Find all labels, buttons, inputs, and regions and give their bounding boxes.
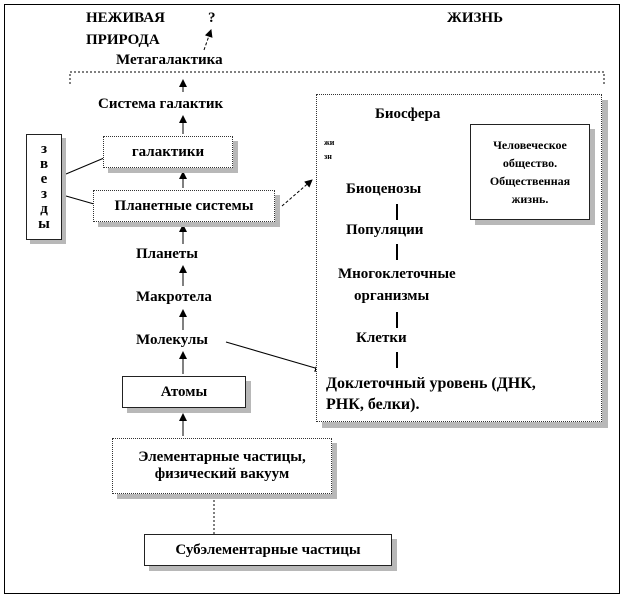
society-box xyxy=(470,124,590,220)
populations-label: Популяции xyxy=(346,222,424,238)
multicellular-line2: организмы xyxy=(354,288,430,304)
header-nonliving-line1: НЕЖИВАЯ xyxy=(86,10,165,26)
stars-letter-5: д xyxy=(40,201,48,217)
planetary-systems-label: Планетные системы xyxy=(114,197,254,214)
galaxy-system-label: Система галактик xyxy=(98,96,224,112)
precellular-line1: Доклеточный уровень (ДНК, xyxy=(326,375,536,392)
biosphere-label: Биосфера xyxy=(375,106,441,122)
society-line1: Человеческое xyxy=(493,138,567,152)
stars-letter-2: в xyxy=(39,156,49,172)
molecules-label: Молекулы xyxy=(136,332,209,348)
atoms-label: Атомы xyxy=(160,383,208,400)
separator-4 xyxy=(396,352,398,368)
stars-letter-6: ы xyxy=(38,216,50,232)
metagalaxy-label: Метагалактика xyxy=(116,52,223,68)
galaxies-box xyxy=(103,136,233,168)
side-mark-1: жи xyxy=(324,138,335,147)
header-nonliving-line2: ПРИРОДА xyxy=(86,32,160,48)
separator-1 xyxy=(396,204,398,220)
stars-letter-1: з xyxy=(40,141,48,157)
society-line4: жизнь. xyxy=(511,192,549,206)
society-line2: общество. xyxy=(502,156,558,170)
elementary-line1: Элементарные частицы, xyxy=(138,449,306,465)
planets-label: Планеты xyxy=(136,246,198,262)
header-life: ЖИЗНЬ xyxy=(447,10,504,26)
separator-3 xyxy=(396,312,398,328)
biocenoses-label: Биоценозы xyxy=(346,181,422,197)
galaxies-label: галактики xyxy=(131,143,205,160)
stars-letter-4: з xyxy=(40,186,48,202)
stars-box xyxy=(26,134,62,240)
side-mark-2: зн xyxy=(324,152,332,161)
planetary-systems-box xyxy=(93,190,275,222)
society-line3: Общественная xyxy=(489,174,571,188)
separator-2 xyxy=(396,244,398,260)
elementary-box xyxy=(112,438,332,494)
header-question: ? xyxy=(208,10,216,26)
elementary-line2: физический вакуум xyxy=(154,466,290,482)
stars-letter-3: е xyxy=(40,171,48,187)
subelementary-box xyxy=(144,534,392,566)
precellular-line2: РНК, белки). xyxy=(326,396,420,413)
atoms-box xyxy=(122,376,246,408)
cells-label: Клетки xyxy=(356,330,407,346)
multicellular-line1: Многоклеточные xyxy=(338,266,456,282)
subelementary-label: Субэлементарные частицы xyxy=(175,541,361,558)
macrobodies-label: Макротела xyxy=(136,289,212,305)
